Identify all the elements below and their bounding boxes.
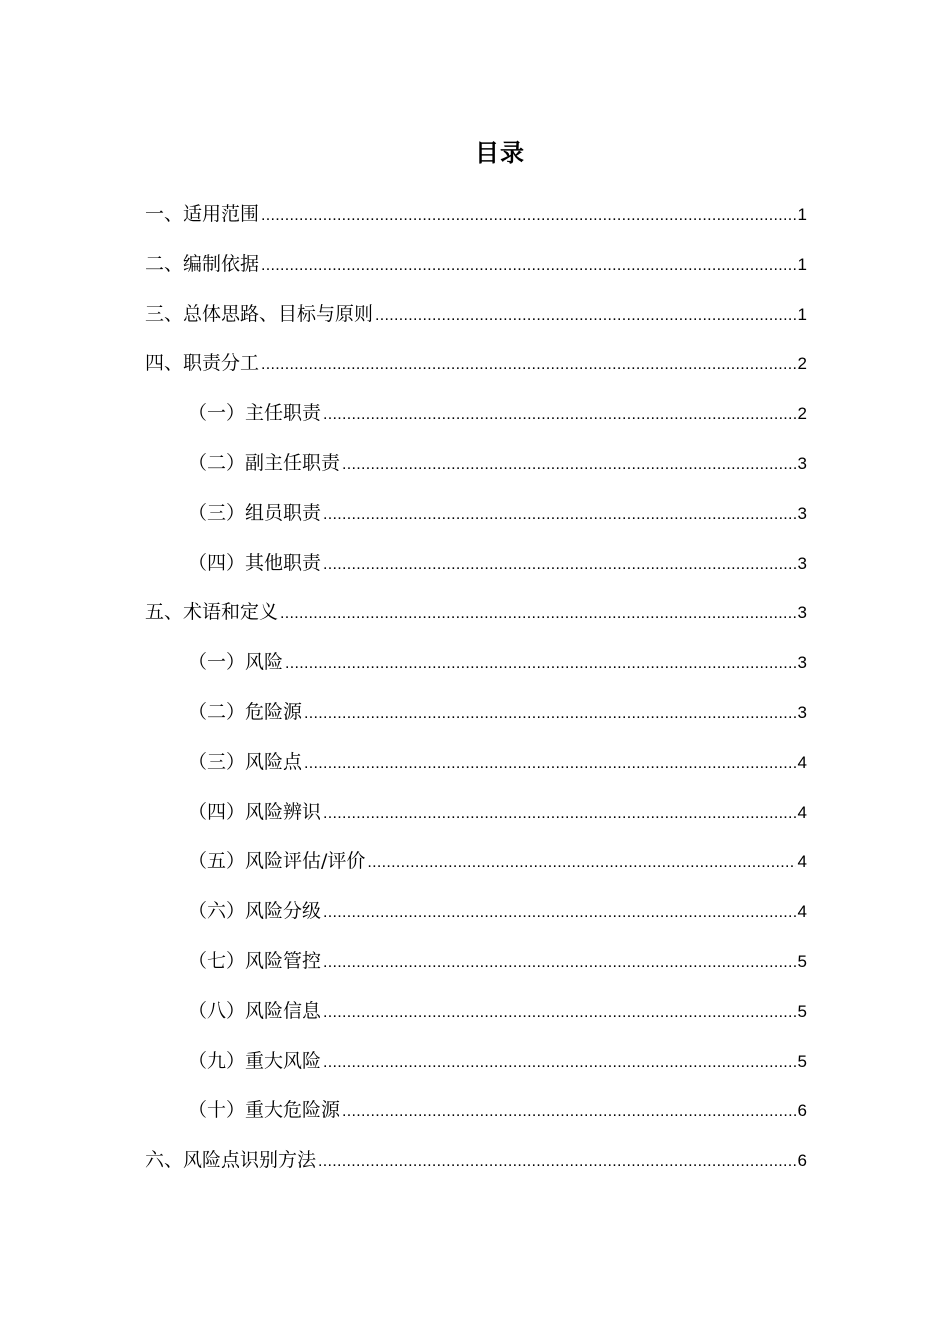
toc-dot-leader [304,739,796,789]
toc-entry[interactable] [145,688,807,738]
toc-dot-leader [261,340,796,390]
toc-dot-leader [323,988,796,1038]
toc-entry-label: 四、职责分工 [145,352,260,375]
toc-entry-page-number: 1 [797,254,807,274]
toc-entry[interactable] [145,439,807,489]
toc-entry[interactable] [145,539,807,589]
toc-entry-page-number: 3 [797,503,807,523]
toc-dot-leader [367,838,795,888]
toc-entry-label: （三）组员职责 [188,501,322,524]
toc-entry-page-number: 5 [797,1051,807,1071]
toc-entry[interactable] [145,489,807,539]
toc-entry[interactable] [145,788,807,838]
toc-entry-label: （三）风险点 [188,750,303,773]
toc-dot-leader [318,1137,796,1187]
toc-entry-label: 二、编制依据 [145,252,260,275]
toc-entry-label: （五）风险评估/评价 [188,850,366,873]
toc-entry[interactable] [145,837,807,887]
toc-dot-leader [323,1038,796,1088]
toc-entry-page-number: 4 [797,802,807,822]
toc-entry-page-number: 5 [797,1001,807,1021]
toc-entry-page-number: 6 [797,1101,807,1121]
toc-entry[interactable] [145,937,807,987]
toc-dot-leader [342,440,796,490]
toc-dot-leader [323,789,796,839]
toc-entry[interactable] [145,1136,807,1186]
toc-dot-leader [323,938,796,988]
toc-entry[interactable] [145,638,807,688]
toc-entry-label: （六）风险分级 [188,900,322,923]
toc-entry-page-number: 4 [797,902,807,922]
toc-dot-leader [342,1087,796,1137]
toc-entry[interactable] [145,1086,807,1136]
toc-entry[interactable] [145,240,807,290]
toc-dot-leader [323,490,796,540]
toc-entry-label: （九）重大风险 [188,1049,322,1072]
toc-entry-label: 三、总体思路、目标与原则 [145,302,374,325]
toc-entry[interactable] [145,190,807,240]
toc-entry-label: （二）危险源 [188,700,303,723]
toc-entry[interactable] [145,290,807,340]
toc-entry-page-number: 3 [797,603,807,623]
toc-dot-leader [323,888,796,938]
toc-entry-label: 五、术语和定义 [145,601,279,624]
toc-entry[interactable] [145,1037,807,1087]
toc-entry[interactable] [145,588,807,638]
toc-entry[interactable] [145,987,807,1037]
toc-dot-leader [261,241,796,291]
toc-entry[interactable] [145,738,807,788]
toc-entry-label: （一）主任职责 [188,402,322,425]
toc-entry-page-number: 1 [797,304,807,324]
toc-entry-page-number: 3 [797,702,807,722]
toc-entry[interactable] [145,389,807,439]
toc-entry-label: （二）副主任职责 [188,451,341,474]
toc-entry-label: 一、适用范围 [145,203,260,225]
toc-entry[interactable] [145,887,807,937]
toc-dot-leader [323,540,796,590]
toc-entry-label: （四）其他职责 [188,551,322,574]
toc-list [145,190,807,1186]
toc-entry-page-number: 6 [797,1151,807,1171]
toc-entry-page-number: 2 [797,354,807,374]
toc-entry-page-number: 4 [797,752,807,772]
toc-entry-label: 六、风险点识别方法 [145,1149,317,1172]
toc-entry-page-number: 3 [797,453,807,473]
toc-dot-leader [280,589,796,639]
toc-entry-label: （十）重大危险源 [188,1099,341,1122]
toc-dot-leader [304,689,796,739]
toc-entry-page-number: 2 [797,404,807,424]
toc-title: 目录 [475,139,525,167]
toc-entry-label: （七）风险管控 [188,949,322,972]
toc-dot-leader [323,390,796,440]
toc-dot-leader [375,291,796,341]
toc-entry-page-number: 3 [797,653,807,673]
toc-entry-page-number: 4 [797,852,807,872]
toc-entry-label: （一）风险 [188,651,284,674]
toc-entry[interactable] [145,339,807,389]
toc-entry-label: （四）风险辨识 [188,800,322,823]
toc-entry-label: （八）风险信息 [188,999,322,1022]
toc-dot-leader [261,191,796,241]
toc-entry-page-number: 5 [797,951,807,971]
toc-entry-page-number: 3 [797,553,807,573]
toc-entry-page-number: 1 [797,205,807,224]
toc-dot-leader [285,639,796,689]
